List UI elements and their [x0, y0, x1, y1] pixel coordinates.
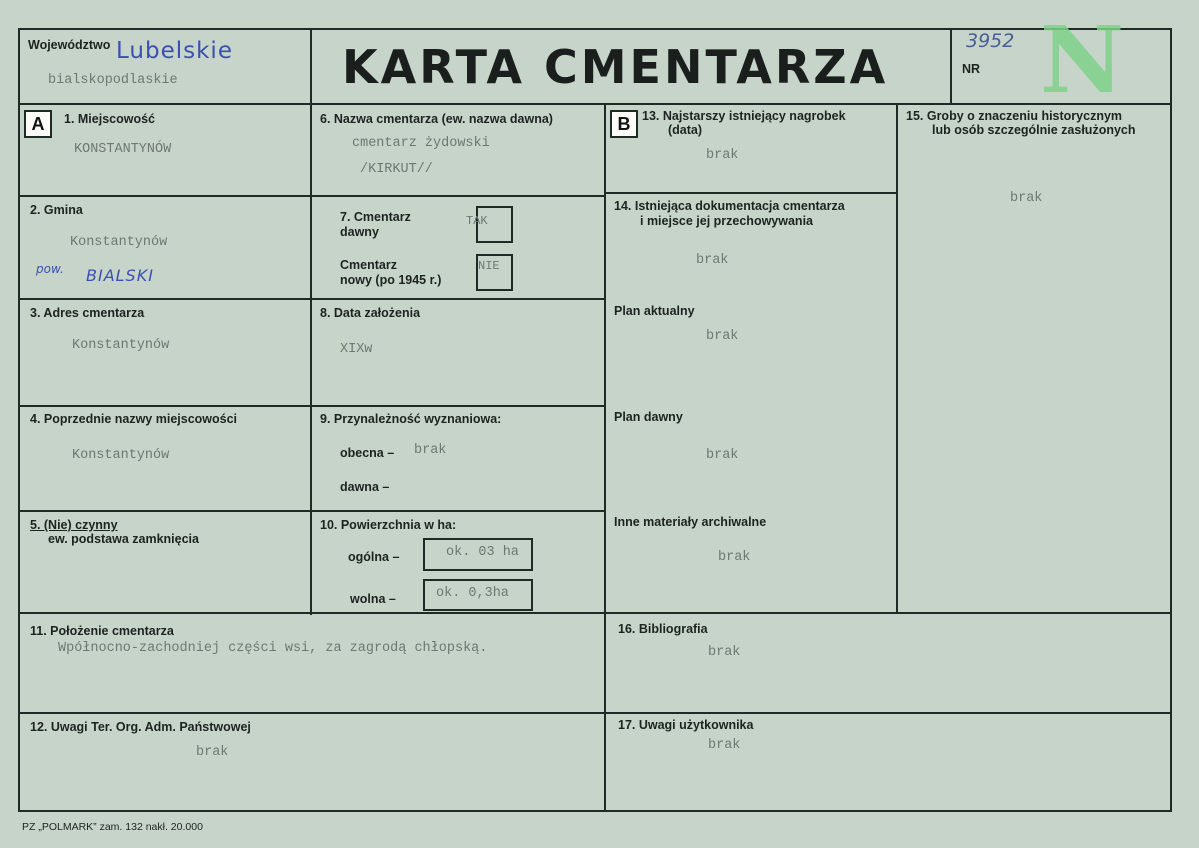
- plan-aktualny-label: Plan aktualny: [614, 304, 695, 318]
- col-divider-a: [310, 103, 312, 615]
- f8-label: 8. Data założenia: [320, 306, 421, 320]
- f1-label: 1. Miejscowość: [64, 112, 156, 126]
- f10-label: 10. Powierzchnia w ha:: [320, 518, 457, 532]
- f6-label: 6. Nazwa cmentarza (ew. nazwa dawna): [320, 112, 553, 126]
- f9-obecna: obecna –: [340, 446, 395, 460]
- row-b-1: [604, 192, 896, 194]
- f10-ogolna-value: ok. 03 ha: [446, 545, 519, 560]
- header-vline-2: [950, 28, 952, 105]
- f6-value-2: /KIRKUT//: [360, 162, 433, 177]
- wojewodztwo-stamp: Lubelskie: [116, 38, 233, 64]
- f15-label-1: 15. Groby o znaczeniu historycznym: [906, 109, 1123, 123]
- col-divider-b: [896, 103, 898, 613]
- f17-label: 17. Uwagi użytkownika: [618, 718, 754, 732]
- row-a-1: [18, 195, 606, 197]
- plan-dawny-value: brak: [706, 448, 739, 463]
- f10-ogolna: ogólna –: [348, 550, 400, 564]
- nr-value: 3952: [966, 30, 1015, 52]
- header-divider: [18, 103, 1172, 105]
- f8-value: XIXw: [340, 342, 373, 357]
- f11-label: 11. Położenie cmentarza: [30, 624, 174, 638]
- f14-label-2: i miejsce jej przechowywania: [640, 214, 813, 228]
- f7-nie: NIE: [478, 259, 500, 273]
- header-vline-1: [310, 28, 312, 105]
- f2-value: Konstantynów: [70, 235, 168, 250]
- f12-label: 12. Uwagi Ter. Org. Adm. Państwowej: [30, 720, 251, 734]
- section-a-letter: A: [24, 110, 52, 138]
- col-divider-ab: [604, 103, 606, 812]
- f16-label: 16. Bibliografia: [618, 622, 708, 636]
- f7-label: 7. Cmentarz: [340, 210, 411, 224]
- f2-pow-value: BIALSKI: [86, 266, 154, 285]
- wojewodztwo-label: Województwo: [28, 38, 111, 52]
- f5-label-2: ew. podstawa zamknięcia: [48, 532, 199, 546]
- f5-label: 5. (Nie) czynny: [30, 518, 118, 532]
- plan-dawny-label: Plan dawny: [614, 410, 683, 424]
- f7-dawny: dawny: [340, 225, 379, 239]
- f2-label: 2. Gmina: [30, 203, 83, 217]
- f10-wolna: wolna –: [350, 592, 396, 606]
- f13-label-1: 13. Najstarszy istniejący nagrobek: [642, 109, 846, 123]
- f15-label-2: lub osób szczególnie zasłużonych: [932, 123, 1136, 137]
- f14-label-1: 14. Istniejąca dokumentacja cmentarza: [614, 199, 845, 213]
- letter-mark-n: N: [1040, 6, 1125, 114]
- footer-imprint: PZ „POLMARK” zam. 132 nakł. 20.000: [22, 821, 203, 833]
- wojewodztwo-sub: bialskopodlaskie: [48, 73, 178, 88]
- row-a-4: [18, 510, 606, 512]
- nr-label: NR: [962, 62, 981, 76]
- f3-value: Konstantynów: [72, 338, 170, 353]
- inne-materialy-value: brak: [718, 550, 751, 565]
- f13-value: brak: [706, 148, 739, 163]
- inne-materialy-label: Inne materiały archiwalne: [614, 515, 767, 529]
- section-b-letter: B: [610, 110, 638, 138]
- border-right: [1170, 28, 1172, 812]
- border-left: [18, 28, 20, 812]
- row-a-3: [18, 405, 606, 407]
- f6-value-1: cmentarz żydowski: [352, 136, 490, 151]
- f13-label-2: (data): [668, 123, 703, 137]
- f4-label: 4. Poprzednie nazwy miejscowości: [30, 412, 238, 426]
- f10-wolna-value: ok. 0,3ha: [436, 586, 509, 601]
- f4-value: Konstantynów: [72, 448, 170, 463]
- f3-label: 3. Adres cmentarza: [30, 306, 145, 320]
- row-bottom: [18, 712, 1172, 714]
- f16-value: brak: [708, 645, 741, 660]
- f1-value: KONSTANTYNÓW: [74, 142, 172, 157]
- f9-label: 9. Przynależność wyznaniowa:: [320, 412, 502, 426]
- f9-dawna: dawna –: [340, 480, 390, 494]
- f11-value: Wpółnocno-zachodniej części wsi, za zagrodą chłopską.: [58, 641, 488, 656]
- f7-nowy-1: Cmentarz: [340, 258, 397, 272]
- plan-aktualny-value: brak: [706, 329, 739, 344]
- f7-tak: TAK: [466, 214, 488, 228]
- f12-value: brak: [196, 745, 229, 760]
- border-bottom: [18, 810, 1172, 812]
- f17-value: brak: [708, 738, 741, 753]
- f14-value: brak: [696, 253, 729, 268]
- f9-obecna-value: brak: [414, 443, 447, 458]
- f7-nowy-2: nowy (po 1945 r.): [340, 273, 442, 287]
- f15-value: brak: [1010, 191, 1043, 206]
- f2-pow-prefix: pow.: [36, 262, 64, 276]
- row-a-2: [18, 298, 606, 300]
- row-main: [18, 612, 1172, 614]
- card-title: KARTA CMENTARZA: [342, 40, 889, 94]
